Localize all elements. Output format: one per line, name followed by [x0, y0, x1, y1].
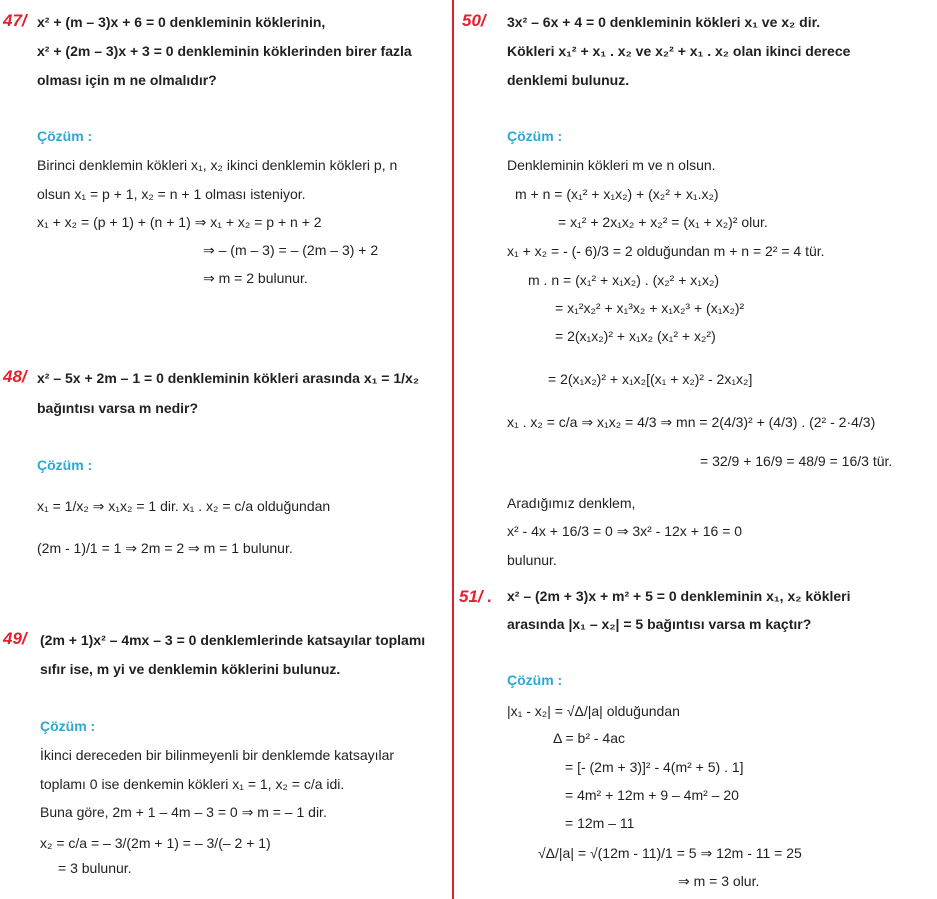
problem-number-47: 47/	[3, 11, 27, 30]
p49-question-line-1: (2m + 1)x² – 4mx – 3 = 0 denklemlerinde katsayılar toplamı	[40, 632, 426, 648]
p47-solution-line-4: ⇒ – (m – 3) = – (2m – 3) + 2	[203, 242, 379, 258]
p51-solution-line-3: = [- (2m + 3)]² - 4(m² + 5) . 1]	[565, 759, 744, 775]
p49-question-line-2: sıfır ise, m yi ve denklemin köklerini bulunuz.	[40, 661, 341, 677]
p51-solution-line-2: Δ = b² - 4ac	[553, 730, 625, 746]
p49-solution-line-5: = 3 bulunur.	[58, 860, 132, 876]
p47-solution-line-5: ⇒ m = 2 bulunur.	[203, 270, 308, 286]
problem-number-49: 49/	[3, 629, 27, 648]
p47-question-line-1: x² + (m – 3)x + 6 = 0 denkleminin köklerinin,	[37, 14, 326, 30]
p50-solution-line-4: x₁ + x₂ = - (- 6)/3 = 2 olduğundan m + n = 2² = 4 tür.	[507, 243, 825, 259]
p48-question-line-1: x² – 5x + 2m – 1 = 0 denkleminin kökleri arasında x₁ = 1/x₂	[37, 370, 420, 386]
p51-solution-line-7: ⇒ m = 3 olur.	[678, 873, 760, 889]
p48-solution-line-2: (2m - 1)/1 = 1 ⇒ 2m = 2 ⇒ m = 1 bulunur.	[37, 540, 293, 556]
p51-question-line-2: arasında |x₁ – x₂| = 5 bağıntısı varsa m kaçtır?	[507, 616, 812, 632]
p50-question-line-2: Kökleri x₁² + x₁ . x₂ ve x₂² + x₁ . x₂ olan ikinci derece	[507, 43, 851, 59]
column-divider	[452, 0, 454, 899]
p50-solution-line-1: Denkleminin kökleri m ve n olsun.	[507, 157, 716, 173]
p50-solution-heading: Çözüm :	[507, 128, 563, 144]
p49-solution-line-1: İkinci dereceden bir bilinmeyenli bir denklemde katsayılar	[40, 747, 395, 763]
p50-solution-line-5: m . n = (x₁² + x₁x₂) . (x₂² + x₁x₂)	[528, 272, 720, 288]
p50-solution-line-8: = 2(x₁x₂)² + x₁x₂[(x₁ + x₂)² - 2x₁x₂]	[548, 371, 753, 387]
p50-question-line-3: denklemi bulunuz.	[507, 72, 630, 88]
p50-solution-line-11: Aradığımız denklem,	[507, 495, 636, 511]
p49-solution-line-3: Buna göre, 2m + 1 – 4m – 3 = 0 ⇒ m = – 1 dir.	[40, 804, 327, 820]
problem-number-48: 48/	[3, 367, 27, 386]
p50-solution-line-10: = 32/9 + 16/9 = 48/9 = 16/3 tür.	[700, 453, 893, 469]
p49-solution-line-4: x₂ = c/a = – 3/(2m + 1) = – 3/(– 2 + 1)	[40, 835, 271, 851]
p51-solution-heading: Çözüm :	[507, 672, 563, 688]
p49-solution-line-2: toplamı 0 ise denkemin kökleri x₁ = 1, x₂ = c/a idi.	[40, 776, 345, 792]
p50-solution-line-9: x₁ . x₂ = c/a ⇒ x₁x₂ = 4/3 ⇒ mn = 2(4/3)² + (4/3) . (2² - 2·4/3)	[507, 414, 876, 430]
p47-solution-heading: Çözüm :	[37, 128, 93, 144]
p47-solution-line-1: Birinci denklemin kökleri x₁, x₂ ikinci denklemin kökleri p, n	[37, 157, 398, 173]
p51-question-line-1: x² – (2m + 3)x + m² + 5 = 0 denkleminin x₁, x₂ kökleri	[507, 588, 851, 604]
p50-solution-line-3: = x₁² + 2x₁x₂ + x₂² = (x₁ + x₂)² olur.	[558, 214, 768, 230]
p50-question-line-1: 3x² – 6x + 4 = 0 denkleminin kökleri x₁ ve x₂ dir.	[507, 14, 821, 30]
problem-number-50: 50/	[462, 11, 486, 30]
p47-solution-line-3: x₁ + x₂ = (p + 1) + (n + 1) ⇒ x₁ + x₂ = p + n + 2	[37, 214, 322, 230]
p50-solution-line-13: bulunur.	[507, 552, 557, 568]
p51-solution-line-5: = 12m – 11	[565, 815, 635, 831]
p49-solution-heading: Çözüm :	[40, 718, 96, 734]
p51-solution-line-6: √Δ/|a| = √(12m - 11)/1 = 5 ⇒ 12m - 11 = 25	[538, 845, 802, 861]
p51-solution-line-4: = 4m² + 12m + 9 – 4m² – 20	[565, 787, 739, 803]
problem-number-51: 51/ .	[459, 587, 493, 606]
p48-solution-line-1: x₁ = 1/x₂ ⇒ x₁x₂ = 1 dir. x₁ . x₂ = c/a olduğundan	[37, 498, 331, 514]
p50-solution-line-12: x² - 4x + 16/3 = 0 ⇒ 3x² - 12x + 16 = 0	[507, 523, 743, 539]
p50-solution-line-6: = x₁²x₂² + x₁³x₂ + x₁x₂³ + (x₁x₂)²	[555, 300, 745, 316]
p50-solution-line-7: = 2(x₁x₂)² + x₁x₂ (x₁² + x₂²)	[555, 328, 716, 344]
p47-question-line-2: x² + (2m – 3)x + 3 = 0 denkleminin köklerinden birer fazla	[37, 43, 412, 59]
p48-question-line-2: bağıntısı varsa m nedir?	[37, 400, 199, 416]
p48-solution-heading: Çözüm :	[37, 457, 93, 473]
p50-solution-line-2: m + n = (x₁² + x₁x₂) + (x₂² + x₁.x₂)	[515, 186, 719, 202]
p47-solution-line-2: olsun x₁ = p + 1, x₂ = n + 1 olması isteniyor.	[37, 186, 306, 202]
p51-solution-line-1: |x₁ - x₂| = √Δ/|a| olduğundan	[507, 703, 680, 719]
p47-question-line-3: olması için m ne olmalıdır?	[37, 72, 217, 88]
